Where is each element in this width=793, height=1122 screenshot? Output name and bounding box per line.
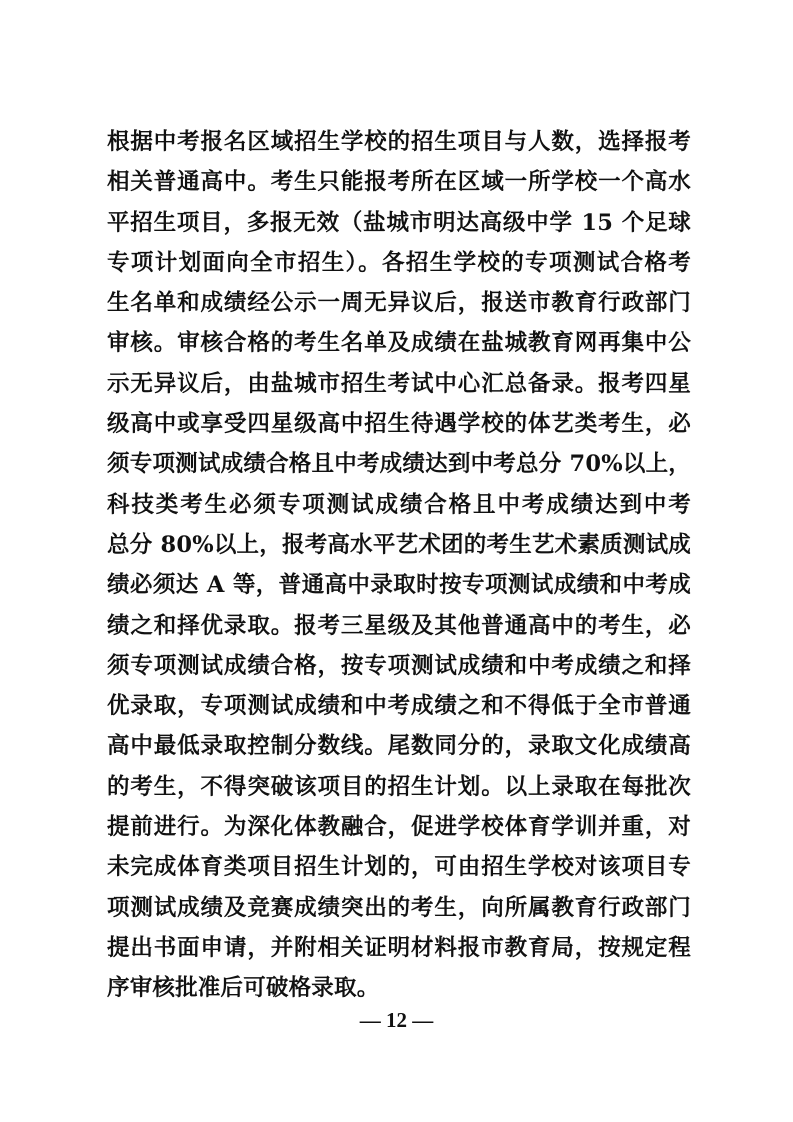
- text-line: 平招生项目，多报无效（盐城市明达高级中学 15 个足球: [107, 209, 691, 236]
- text-line: 绩必须达 A 等，普通高中录取时按专项测试成绩和中考成: [107, 572, 691, 599]
- text-line: 相关普通高中。考生只能报考所在区域一所学校一个高水: [107, 169, 691, 196]
- text-line: 提出书面申请，并附相关证明材料报市教育局，按规定程: [107, 934, 691, 961]
- page-number: — 12 —: [359, 1008, 434, 1032]
- text-line: 绩之和择优录取。报考三星级及其他普通高中的考生，必: [107, 612, 691, 639]
- text-line: 示无异议后，由盐城市招生考试中心汇总备录。报考四星: [107, 370, 691, 397]
- text-line: 的考生，不得突破该项目的招生计划。以上录取在每批次: [107, 773, 691, 800]
- text-line: 须专项测试成绩合格，按专项测试成绩和中考成绩之和择: [107, 652, 691, 679]
- text-line: 生名单和成绩经公示一周无异议后，报送市教育行政部门: [107, 290, 691, 317]
- text-line: 总分 80%以上，报考高水平艺术团的考生艺术素质测试成: [107, 531, 691, 558]
- text-line: 提前进行。为深化体教融合，促进学校体育学训并重，对: [107, 814, 691, 841]
- text-line: 未完成体育类项目招生计划的，可由招生学校对该项目专: [107, 854, 691, 881]
- text-line: 优录取，专项测试成绩和中考成绩之和不得低于全市普通: [107, 693, 691, 720]
- text-line: 根据中考报名区域招生学校的招生项目与人数，选择报考: [107, 129, 691, 155]
- text-line: 级高中或享受四星级高中招生待遇学校的体艺类考生，必: [107, 411, 691, 438]
- text-line: 须专项测试成绩合格且中考成绩达到中考总分 70%以上，: [107, 451, 691, 478]
- text-line: 序审核批准后可破格录取。: [107, 975, 380, 1002]
- text-line: 项测试成绩及竞赛成绩突出的考生，向所属教育行政部门: [107, 894, 691, 921]
- text-line: 专项计划面向全市招生）。各招生学校的专项测试合格考: [107, 249, 691, 276]
- body-paragraph: [107, 122, 691, 1009]
- text-line: 高中最低录取控制分数线。尾数同分的，录取文化成绩高: [107, 733, 691, 760]
- text-line: 审核。审核合格的考生名单及成绩在盐城教育网再集中公: [107, 330, 691, 357]
- text-line: 科技类考生必须专项测试成绩合格且中考成绩达到中考: [107, 491, 691, 518]
